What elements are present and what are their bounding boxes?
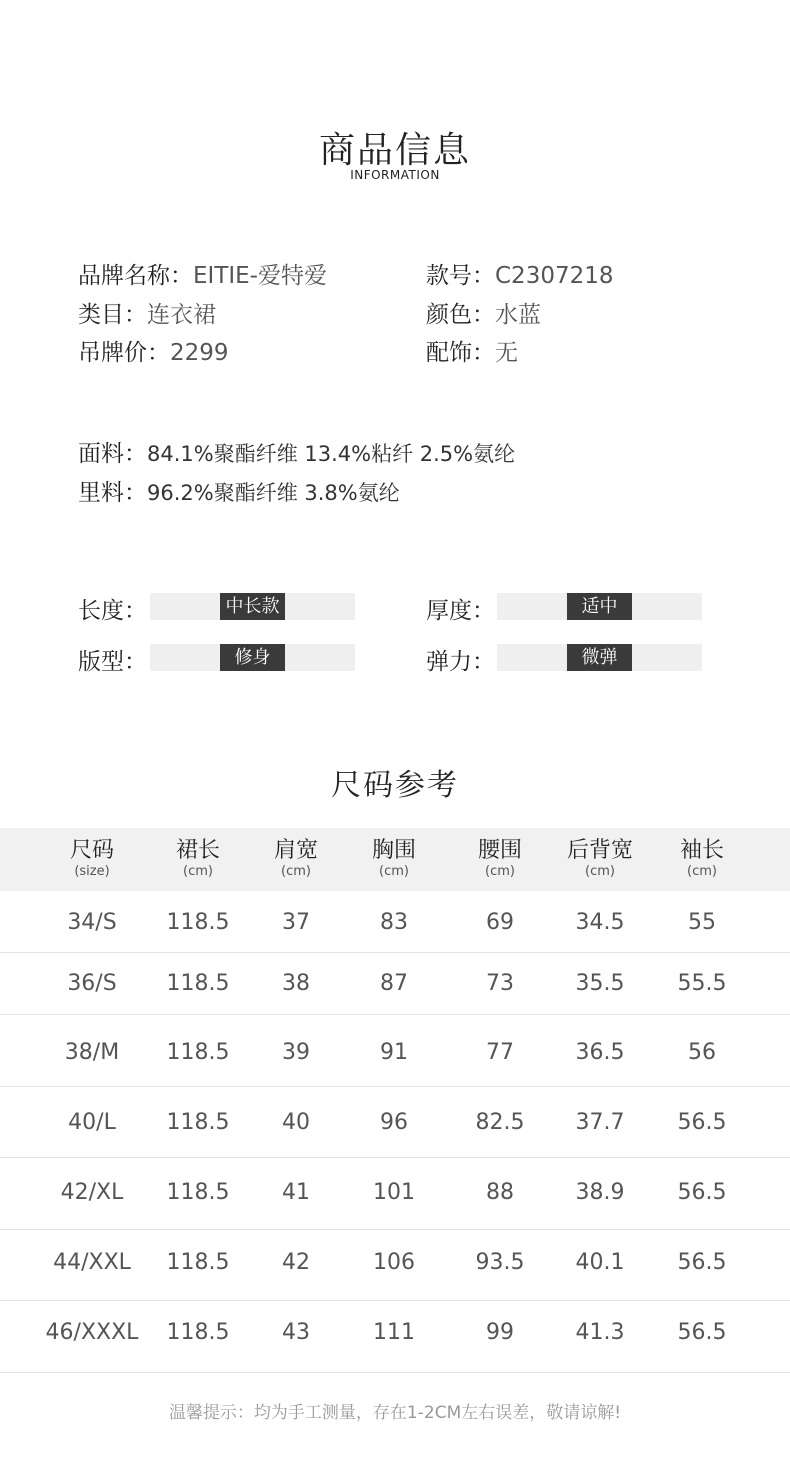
- column-header: [478, 838, 522, 880]
- style-no-value: C2307218: [495, 263, 614, 289]
- size-cell: 42/XL: [60, 1180, 124, 1205]
- measurement-cell: 40: [282, 1110, 310, 1135]
- row-divider: [0, 1157, 790, 1158]
- measurement-cell: 41.3: [575, 1320, 625, 1345]
- row-divider: [0, 1300, 790, 1301]
- length-label: 长度：: [78, 598, 147, 624]
- column-header: [680, 838, 724, 880]
- size-cell: 38/M: [64, 1040, 120, 1065]
- elasticity-label: 弹力：: [426, 649, 495, 675]
- brand-value: EITIE-爱特爱: [193, 263, 327, 289]
- measurement-cell: 88: [486, 1180, 514, 1205]
- column-unit: (cm): [281, 864, 311, 879]
- outer-fabric-label: 面料：: [78, 441, 147, 467]
- accessory-row: [426, 334, 518, 367]
- column-name: 后背宽: [566, 838, 634, 863]
- measurement-cell: 38: [282, 971, 310, 996]
- measurement-cell: 118.5: [166, 1250, 230, 1275]
- price-value: 2299: [170, 340, 229, 366]
- color-value: 水蓝: [495, 302, 541, 328]
- style-no-row: [426, 257, 614, 290]
- column-name: 肩宽: [273, 838, 319, 863]
- thickness-label: 厚度：: [426, 598, 495, 624]
- measurement-cell: 37.7: [575, 1110, 625, 1135]
- size-cell: 40/L: [68, 1110, 116, 1135]
- measurement-cell: 73: [486, 971, 514, 996]
- lining-fabric-value: 96.2%聚酯纤维 3.8%氨纶: [147, 481, 400, 505]
- fit-scale: [150, 644, 355, 671]
- measurement-cell: 38.9: [575, 1180, 625, 1205]
- category-row: [78, 296, 216, 329]
- outer-fabric-row: [78, 435, 515, 468]
- column-header: [70, 838, 114, 880]
- color-row: [426, 296, 541, 329]
- column-name: 袖长: [679, 838, 725, 863]
- column-unit: (cm): [585, 864, 615, 879]
- measurement-cell: 118.5: [166, 1320, 230, 1345]
- measurement-cell: 87: [380, 971, 408, 996]
- column-name: 胸围: [371, 838, 417, 863]
- measurement-cell: 96: [380, 1110, 408, 1135]
- measurement-note: 温馨提示：均为手工测量，存在1-2CM左右误差，敬请谅解!: [168, 1403, 622, 1423]
- measurement-cell: 118.5: [166, 971, 230, 996]
- thickness-scale: [497, 593, 702, 620]
- column-name: 裙长: [175, 838, 221, 863]
- column-unit: (cm): [183, 864, 213, 879]
- size-chart-title: 尺码参考: [331, 768, 459, 803]
- size-cell: 44/XXL: [53, 1250, 131, 1275]
- column-unit: (cm): [485, 864, 515, 879]
- measurement-cell: 55: [688, 910, 716, 935]
- measurement-cell: 37: [282, 910, 310, 935]
- column-unit: (cm): [379, 864, 409, 879]
- page-subtitle: INFORMATION: [350, 168, 440, 182]
- row-divider: [0, 1014, 790, 1015]
- category-value: 连衣裙: [147, 302, 216, 328]
- row-divider: [0, 952, 790, 953]
- size-cell: 36/S: [67, 971, 117, 996]
- column-name: 尺码: [69, 838, 115, 863]
- measurement-cell: 91: [380, 1040, 408, 1065]
- fit-tag: 修身: [220, 644, 285, 671]
- measurement-cell: 118.5: [166, 910, 230, 935]
- measurement-cell: 42: [282, 1250, 310, 1275]
- measurement-cell: 56.5: [677, 1320, 727, 1345]
- elasticity-scale: [497, 644, 702, 671]
- measurement-cell: 99: [486, 1320, 514, 1345]
- column-header: [176, 838, 220, 880]
- accessory-value: 无: [495, 340, 518, 366]
- measurement-cell: 56.5: [677, 1180, 727, 1205]
- measurement-cell: 93.5: [475, 1250, 525, 1275]
- length-tag: 中长款: [220, 593, 285, 620]
- outer-fabric-value: 84.1%聚酯纤维 13.4%粘纤 2.5%氨纶: [147, 442, 516, 466]
- measurement-cell: 40.1: [575, 1250, 625, 1275]
- price-label: 吊牌价：: [78, 340, 170, 366]
- measurement-cell: 83: [380, 910, 408, 935]
- measurement-cell: 118.5: [166, 1040, 230, 1065]
- column-unit: (size): [74, 864, 110, 879]
- measurement-cell: 41: [282, 1180, 310, 1205]
- measurement-cell: 56.5: [677, 1250, 727, 1275]
- measurement-cell: 69: [486, 910, 514, 935]
- measurement-cell: 111: [373, 1320, 415, 1345]
- measurement-cell: 77: [486, 1040, 514, 1065]
- column-header: [372, 838, 416, 880]
- lining-fabric-label: 里料：: [78, 480, 147, 506]
- lining-fabric-row: [78, 474, 400, 507]
- size-cell: 34/S: [67, 910, 117, 935]
- category-label: 类目：: [78, 302, 147, 328]
- measurement-cell: 118.5: [166, 1180, 230, 1205]
- page-title: 商品信息: [318, 130, 471, 171]
- size-cell: 46/XXXL: [45, 1320, 139, 1345]
- measurement-cell: 118.5: [166, 1110, 230, 1135]
- brand-row: [78, 257, 327, 290]
- column-header: [274, 838, 318, 880]
- measurement-cell: 82.5: [475, 1110, 525, 1135]
- measurement-cell: 56: [688, 1040, 716, 1065]
- accessory-label: 配饰：: [426, 340, 495, 366]
- measurement-cell: 55.5: [677, 971, 727, 996]
- column-name: 腰围: [477, 838, 523, 863]
- style-no-label: 款号：: [426, 263, 495, 289]
- color-label: 颜色：: [426, 302, 495, 328]
- thickness-tag: 适中: [567, 593, 632, 620]
- column-header: [567, 838, 633, 880]
- size-table-header: [0, 828, 790, 891]
- price-row: [78, 334, 229, 367]
- row-divider: [0, 1229, 790, 1230]
- measurement-cell: 34.5: [575, 910, 625, 935]
- elasticity-tag: 微弹: [567, 644, 632, 671]
- brand-label: 品牌名称：: [78, 263, 193, 289]
- length-scale: [150, 593, 355, 620]
- measurement-cell: 106: [373, 1250, 415, 1275]
- measurement-cell: 56.5: [677, 1110, 727, 1135]
- measurement-cell: 39: [282, 1040, 310, 1065]
- fit-label: 版型：: [78, 649, 147, 675]
- measurement-cell: 36.5: [575, 1040, 625, 1065]
- measurement-cell: 101: [373, 1180, 415, 1205]
- row-divider: [0, 1372, 790, 1373]
- measurement-cell: 43: [282, 1320, 310, 1345]
- measurement-cell: 35.5: [575, 971, 625, 996]
- column-unit: (cm): [687, 864, 717, 879]
- row-divider: [0, 1086, 790, 1087]
